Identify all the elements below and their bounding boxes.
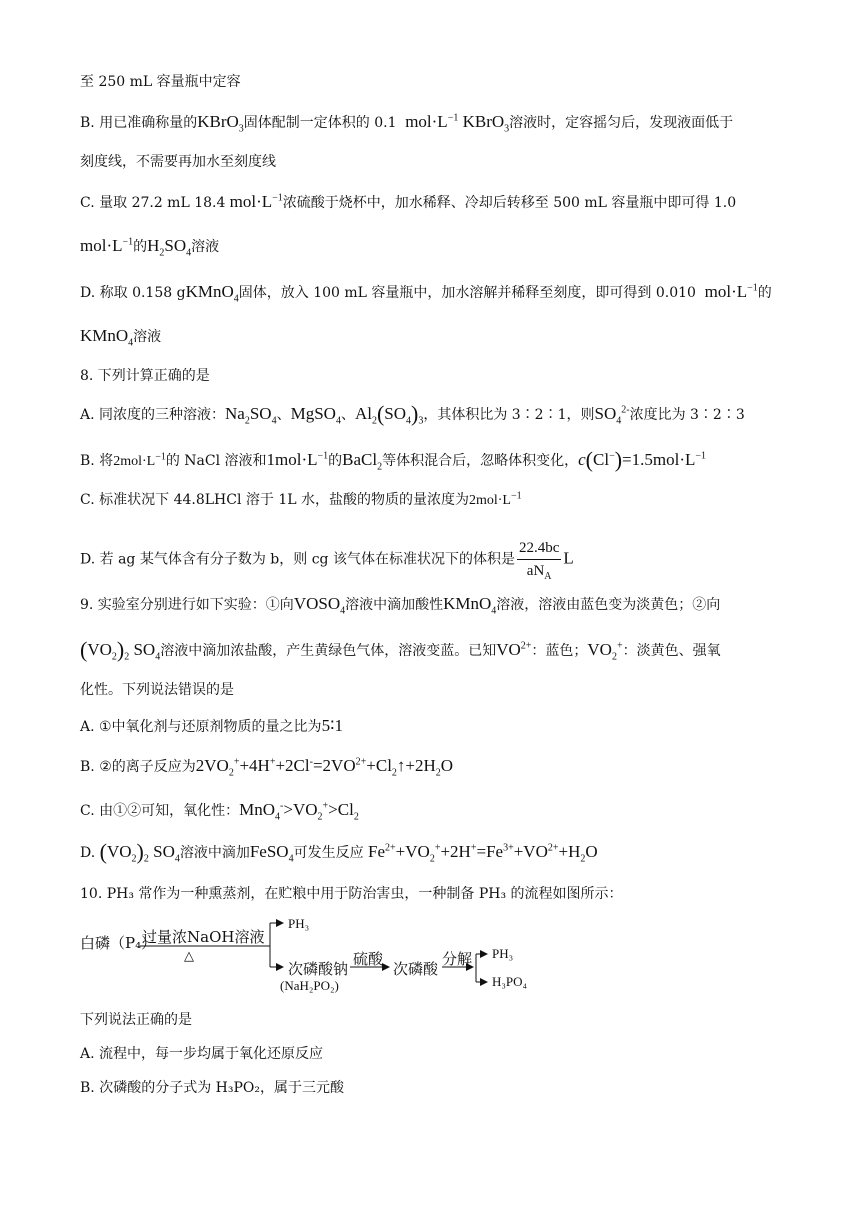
white-phosphorus-label: 白磷（P₄） xyxy=(80,934,157,952)
question-9-stem-3: 化性。下列说法错误的是 xyxy=(80,682,234,698)
option-b-line2: 刻度线，不需要再加水至刻度线 xyxy=(80,154,276,170)
product-h3po4-label: H₃PO₄ xyxy=(492,974,528,989)
question-9-option-c: C. 由①②可知，氧化性：$MnO_4^->VO_2^+>Cl_2$ xyxy=(80,800,359,823)
hypophosphorous-acid-label: 次磷酸 xyxy=(393,960,439,978)
question-9-stem-1: 9. 实验室分别进行如下实验：①向$VOSO_4$溶液中滴加酸性KMnO$_4$溶液，溶液由蓝色变为淡黄色；②向 xyxy=(80,594,721,617)
option-d-line2: KMnO$_4$溶液 xyxy=(80,326,162,349)
product-ph3-label: PH₃ xyxy=(288,916,310,931)
question-10-sub-stem: 下列说法正确的是 xyxy=(80,1012,192,1028)
product-ph3-2-label: PH₃ xyxy=(492,946,514,961)
question-8-option-a: A. 同浓度的三种溶液：$Na_2SO_4$、MgSO$_4$、$Al_2(SO_4)_3$，其体积比为 3∶2∶1，则$SO_4^{2-}$浓度比为 3∶2∶3 xyxy=(80,401,745,427)
question-10-stem: 10. PH₃ 常作为一种熏蒸剂，在贮粮中用于防治害虫，一种制备 PH₃ 的流程如图所示： xyxy=(80,886,623,902)
question-8-option-b: B. 将$2mol\cdot L^{-1}$的 NaCl 溶液和$1mol\cdot L^{-1}$的BaCl$_2$等体积混合后，忽略体积变化，$c(Cl^-)=1.5mol\cdot L^{-1}$ xyxy=(80,447,707,473)
decomposition-label: 分解 xyxy=(442,950,473,968)
question-8-stem: 8. 下列计算正确的是 xyxy=(80,368,210,384)
option-c-line1: C. 量取 27.2 mL 18.4 $mol\cdot L^{-1}$浓硫酸于烧杯中，加水稀释、冷却后转移至 500 mL 容量瓶中即可得 1.0 xyxy=(80,192,737,211)
sodium-hypophosphite-label: 次磷酸钠 xyxy=(288,960,349,978)
question-10-option-a: A. 流程中，每一步均属于氧化还原反应 xyxy=(80,1046,324,1062)
sodium-hypophosphite-formula: (NaH₂PO₂) xyxy=(280,978,339,993)
question-9-option-a: A. ①中氧化剂与还原剂物质的量之比为5∶1 xyxy=(80,716,343,735)
option-d-line1: D. 称取 0.158 gKMnO$_4$固体，放入 100 mL 容量瓶中，加水溶解并稀释至刻度，即可得到 0.010 $mol\cdot L^{-1}$的 xyxy=(80,282,772,305)
question-8-option-d: D. 若 ag 某气体含有分子数为 b，则 cg 该气体在标准状况下的体积是 $\frac{22.4bc}{aN_A}$ L xyxy=(80,540,574,582)
option-b-line1: B. 用已准确称量的KBrO$_3$固体配制一定体积的 0.1 $mol\cdot L^{-1}$ KBrO$_3$溶液时，定容摇匀后，发现液面低于 xyxy=(80,112,734,135)
option-a-continued: 至 250 mL 容量瓶中定容 xyxy=(80,74,241,90)
reagent-naoh-label: 过量浓NaOH溶液 xyxy=(142,928,265,946)
question-9-option-b: B. ②的离子反应为$2VO_2^++4H^++2Cl^-=2VO^{2+}+Cl_2↑+2H_2O$ xyxy=(80,756,454,779)
question-8-option-c: C. 标准状况下 44.8LHCl 溶于 1L 水，盐酸的物质的量浓度为$2mol\cdot L^{-1}$ xyxy=(80,490,522,508)
question-10-option-b: B. 次磷酸的分子式为 H₃PO₂，属于三元酸 xyxy=(80,1080,344,1096)
heat-symbol: △ xyxy=(184,948,194,963)
question-9-stem-2: $(VO_2)_2$ $SO_4$溶液中滴加浓盐酸，产生黄绿色气体，溶液变蓝。已知$VO^{2+}$：蓝色；$VO_2^+$：淡黄色、强氧 xyxy=(80,637,721,663)
question-9-option-d: D. $(VO_2)_2$ $SO_4$溶液中滴加FeSO$_4$可发生反应 $Fe^{2+}+VO_2^++2H^+=Fe^{3+}+VO^{2+}+H_2O$ xyxy=(80,839,598,865)
preparation-flow-diagram xyxy=(80,916,600,1008)
option-c-line2: $mol\cdot L^{-1}$的$H_2SO_4$溶液 xyxy=(80,236,220,259)
reagent-sulfuric-acid-label: 硫酸 xyxy=(353,950,384,968)
